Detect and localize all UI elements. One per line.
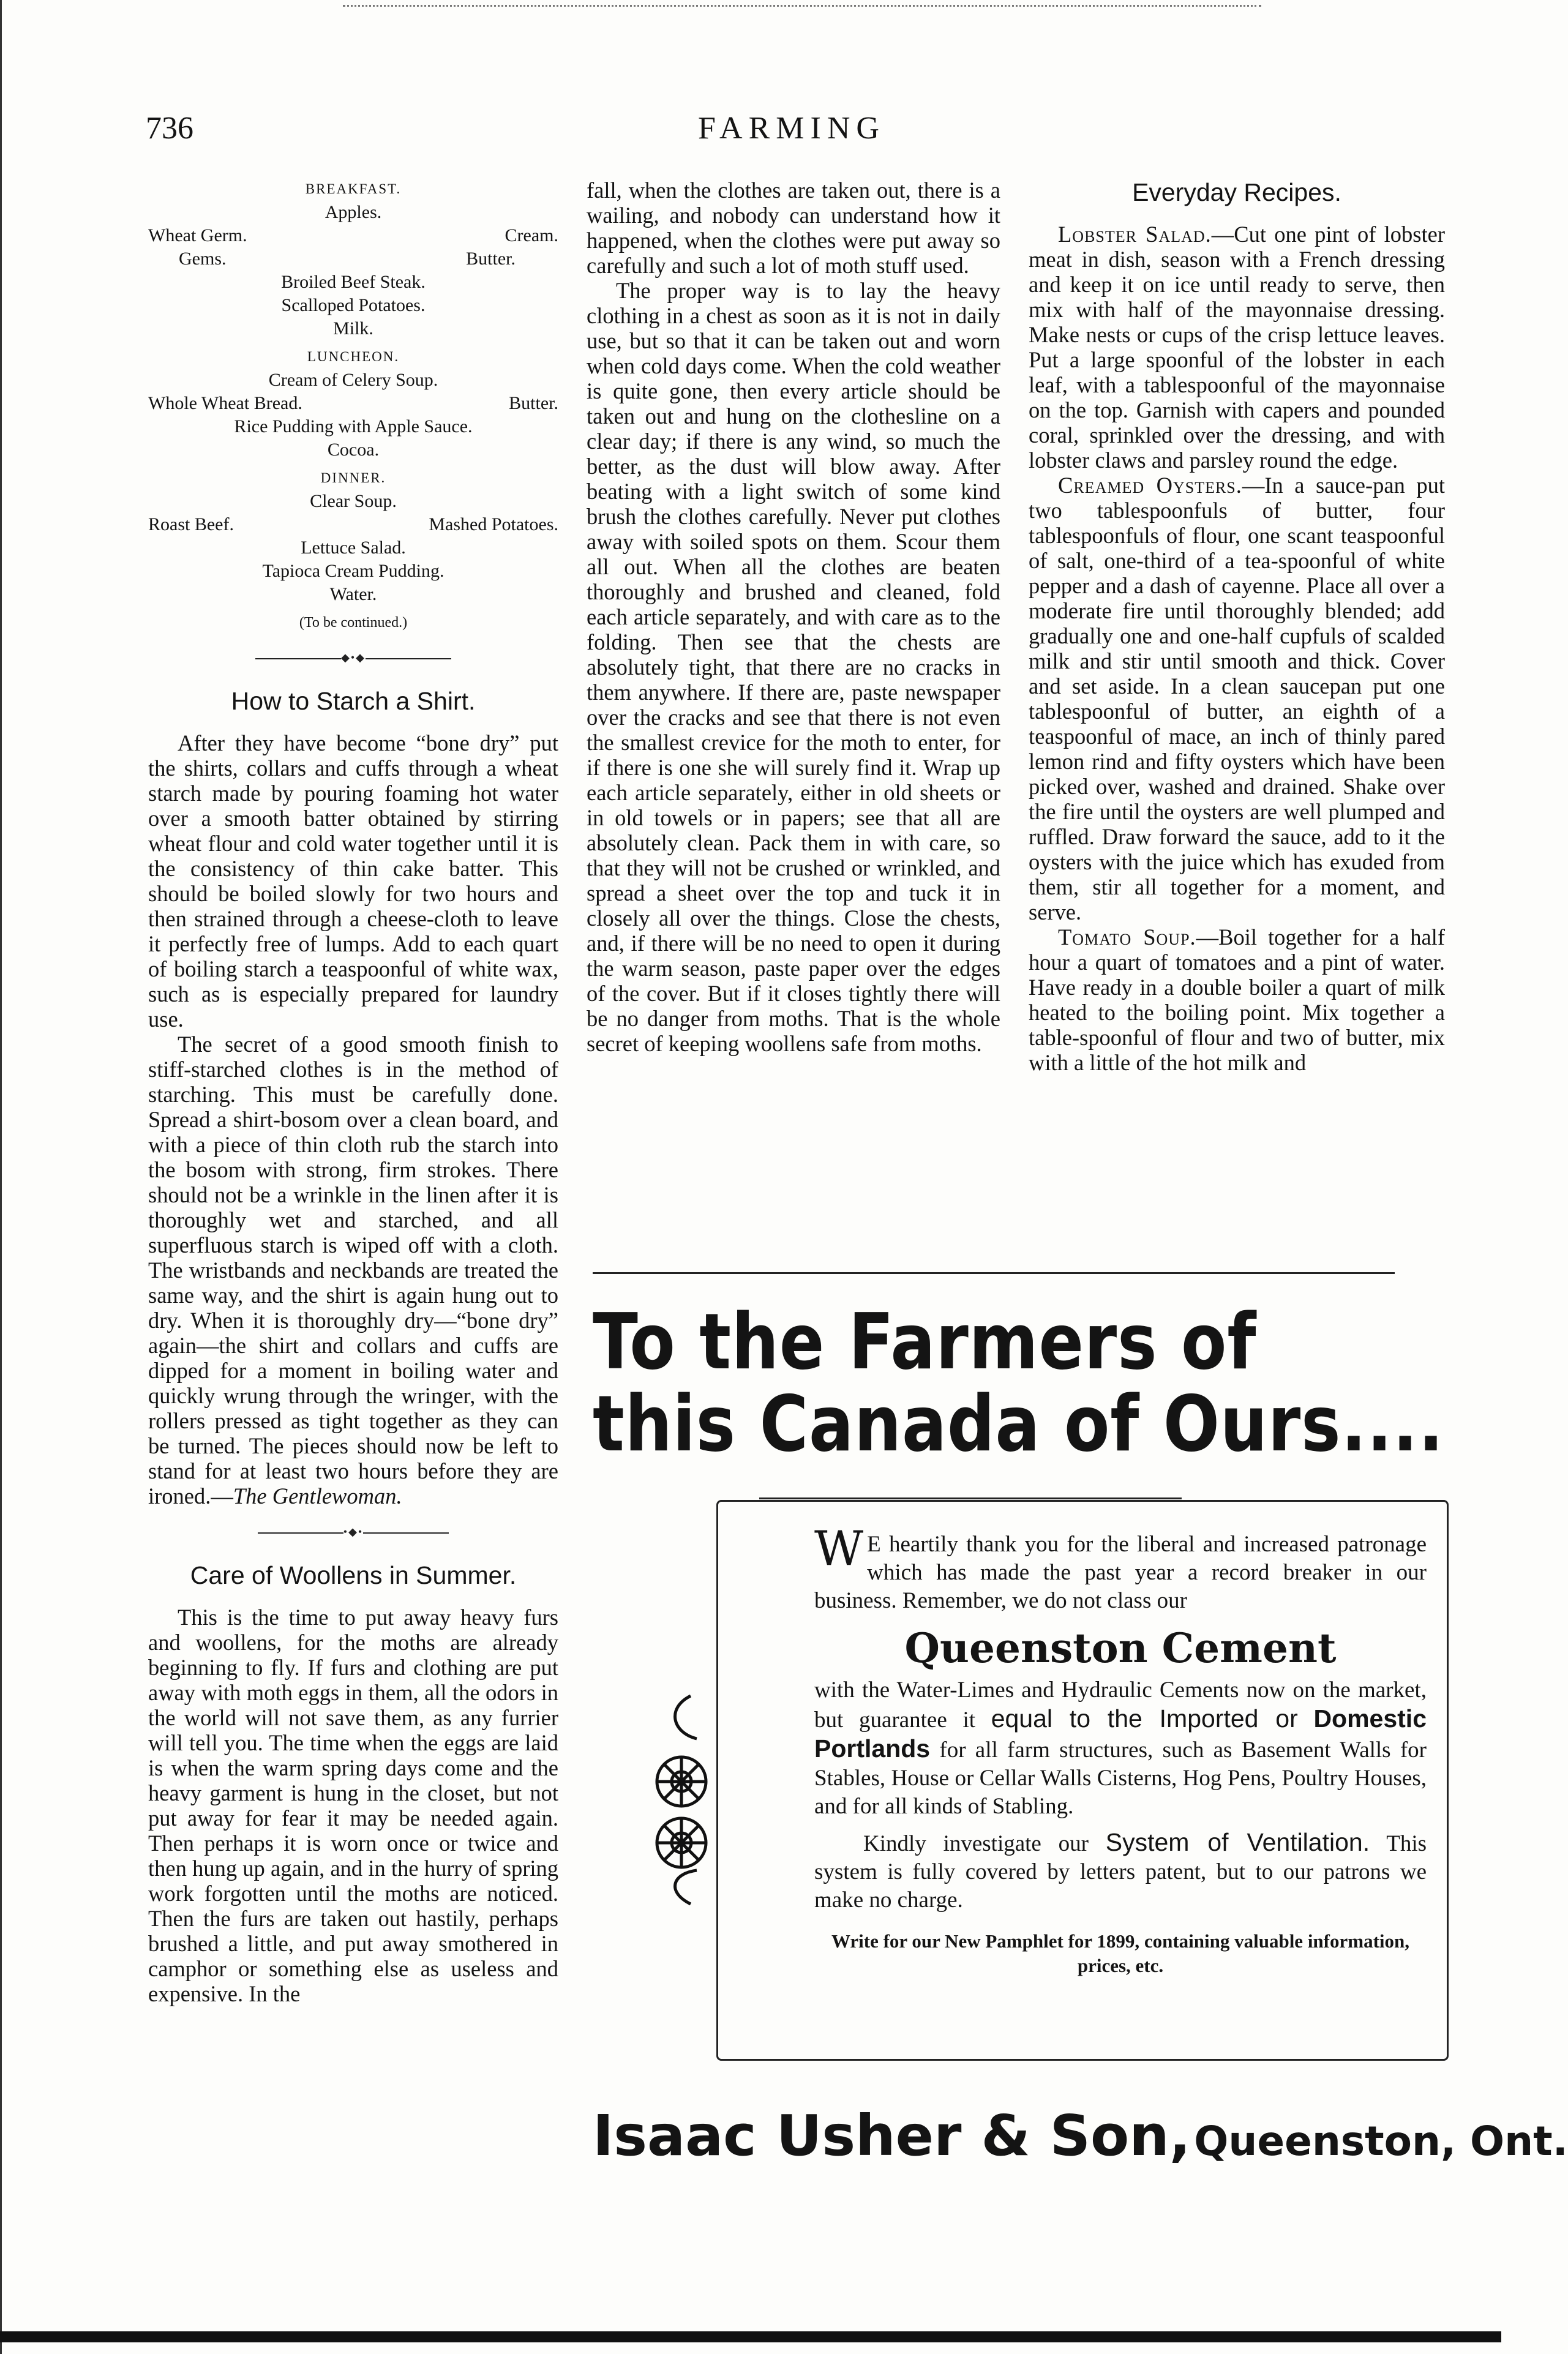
column-2 [587,178,1000,1056]
recipe-text: —Boil together for a half hour a quart of tomatoes and a pint of water. Have ready in a double boiler a quart of milk heated to the boiling point. Mix together a table-spoonful of flour and two of butter, mix with a little of the hot milk and [1029,924,1445,1075]
article-paragraph: The proper way is to lay the heavy clothing in a chest as soon as it is not in daily use, but so that it can be taken out and worn when cold days come. When the cold weather is quite gone, then every article should be taken out and hung on the clothesline on a clear day; if there is any wind, so much the better, as the dust will blow away. After beating with a light switch of some kind brush the clothes carefully. Never put clothes away with soiled spots on them. Scour them all out. When all the clothes are beaten thoroughly and brushed and cleaned, fold each article separately, and with care as to the folding. Then see that the chests are absolutely tight, that there are no cracks in them anywhere. If there are, paste newspaper over the cracks and see that there is not even the smallest crevice for the moth to enter, for if there is one she will surely find it. Wrap up each article separately, either in old sheets or in old towels or in papers; see that all are absolutely clean. Pack them in with care, so that they will not be crushed or wrinkled, and spread a sheet over the top and tuck it in closely all over the things. Close the chests, and, if there will be no need to open it during the warm season, paste paper over the edges of the cover. But if it closes tightly there will be no danger from moths. That is the whole secret of keeping woollens safe from moths. [587,278,1000,1056]
ad-headline-line: To the Farmers of [593,1297,1257,1387]
source-credit: The Gentlewoman. [233,1483,402,1509]
menu-item: Wheat Germ. [148,225,247,246]
article-paragraph: After they have become “bone dry” put the shirts, collars and cuffs through a wheat starch made by pouring foaming hot water over a smooth batter obtained by stirring wheat flour and cold water together until it is the consistency of thin cake batter. This should be boiled slowly for two hours and then strained through a cheese-cloth to leave it perfectly free of lumps. Add to each quart of boiling starch a teaspoonful of white wax, such as is especially prepared for laundry use. [148,730,558,1032]
ad-intro [814,1521,1427,1615]
recipe-name: Creamed Oysters. [1058,473,1242,498]
advertisement-top-rule [593,1272,1395,1274]
page-number: 736 [146,111,193,146]
ad-highlight: System of Ventilation. [1105,1828,1370,1856]
floral-ornament-icon [648,1690,715,1910]
section-divider: •◆• [148,1520,558,1545]
article-paragraph: This is the time to put away heavy furs and woollens, for the moths are already beginning to fly. If furs and clothing are put away with moth eggs in them, all the odors in the world will not save them, as any furrier will tell you. The time when the eggs are laid is when the warm spring days come and the heavy garment is hung in the closet, but not put away for fear it may be needed again. Then perhaps it is worn once or twice and then hung up again, and in the hurry of spring work forgotten until the moths are noticed. Then the furs are taken out hastily, perhaps brushed a little, and put away smothered in camphor or something else as useless and expensive. In the [148,1605,558,2006]
menu-item: Cream of Celery Soup. [268,370,438,390]
column-1 [148,178,558,2006]
article-title-recipes: Everyday Recipes. [1132,178,1341,206]
menu-row [148,392,558,415]
recipe-text: —Cut one pint of lobster meat in dish, season with a French dressing and keep it on ice until ready to serve, then mix with half of the mayonnaise dressing. Make nests or cups of the crisp lettuce leaves. Put a large spoonful of the lobster in each leaf, with a tablespoonful of the mayonnaise on the top. Garnish with capers and pounded coral, sprinkled over the dressing, and with lobster claws and parsley round the edge. [1029,222,1445,473]
menu-item: Scalloped Potatoes. [281,295,426,315]
pamphlet-offer: Write for our New Pamphlet for 1899, containing valuable information, prices, etc. [831,1930,1410,1976]
menu-item: Butter. [466,249,516,269]
menu-row [148,247,558,271]
menu-item: Broiled Beef Steak. [281,272,426,292]
ad-paragraph [814,1828,1427,1914]
recipe-paragraph [1029,222,1445,473]
column-3 [1029,178,1445,1075]
ad-headline-line: this Canada of Ours.... [593,1379,1444,1469]
recipe-paragraph [1029,473,1445,924]
advertiser-signature [593,2103,1568,2168]
ad-highlight: Domestic Portlands [814,1704,1427,1763]
article-title-starch: How to Starch a Shirt. [231,687,476,715]
paragraph-text: The secret of a good smooth finish to stiff-starched clothes is in the method of starching. This must be carefully done. Spread a shirt-bosom over a clean board, and with a piece of thin cloth rub the starch into the bosom with strong, firm strokes. There should not be a wrinkle in the linen after it is thoroughly wet and starched, and all superfluous starch is wiped off with a cloth. The wristbands and neckbands are treated the same way, and the shirt is again hung out to dry. When it is thoroughly dry—“bone dry” again—the shirt and collars and cuffs are dipped for a moment in boiling water and quickly wrung through the wringer, with the rollers pressed as tight together as they can be turned. The pieces should now be left to stand for at least two hours before they are ironed.— [148,1032,558,1509]
menu-item: Milk. [333,318,373,339]
menu-heading-luncheon: LUNCHEON. [307,349,400,364]
brand-name: Queenston Cement [904,1624,1337,1672]
menu-item: Clear Soup. [310,491,397,511]
ad-text: E heartily thank you for the liberal and increased patronage which has made the past year a record breaker in our business. Remember, we do not class our [814,1532,1427,1613]
ad-box-top-rule [759,1497,1182,1499]
ad-text: This system is fully covered by letters patent, but to our patrons we make no charge. [814,1831,1427,1913]
recipe-paragraph [1029,924,1445,1075]
menu-item: Gems. [179,249,227,269]
menu-item: Butter. [509,393,558,413]
menu-heading-breakfast: BREAKFAST. [305,181,402,197]
menu-item: Cocoa. [327,440,380,460]
menu-item: Tapioca Cream Pudding. [262,561,445,581]
firm-name: Isaac Usher & Son, [593,2103,1191,2168]
bill-of-fare [148,178,558,634]
menu-item: Lettuce Salad. [301,538,406,558]
page-bottom-rule [0,2331,1501,2342]
recipe-text: —In a sauce-pan put two tablespoonfuls of butter, four tablespoonfuls of flour, one scant teaspoonful of salt, one-third of a tea-spoonful of white pepper and a dash of cayenne. Place all over a moderate fire until thoroughly blended; add gradually one and one-half cupfuls of scalded milk and stir until smooth and thick. Cover and set aside. In a clean saucepan put one tablespoonful of butter, an eighth of a teaspoonful of mace, an inch of thinly pared lemon rind and fifty oysters which have been picked over, washed and drained. Shake over the fire until the oysters are well plumped and ruffled. Draw forward the sauce, add to it the oysters with the juice which has exuded from them, stir all together for a moment, and serve. [1029,473,1445,924]
ad-highlight: equal to the Imported or [991,1704,1298,1733]
menu-item: Water. [329,584,377,604]
ad-text: with the Water-Limes and Hydraulic Cements now on the market, but guarantee it [814,1677,1427,1733]
menu-heading-dinner: DINNER. [320,470,386,485]
menu-item: Apples. [324,202,382,222]
menu-item: Roast Beef. [148,514,234,534]
article-title-woollens: Care of Woollens in Summer. [190,1561,517,1589]
menu-item: Rice Pudding with Apple Sauce. [234,416,473,437]
ad-paragraph [814,1676,1427,1821]
menu-item: Mashed Potatoes. [429,514,558,534]
ad-body [814,1521,1427,1978]
page-left-edge [0,0,5,2354]
continued-note: (To be continued.) [299,615,408,631]
drop-cap: W [814,1521,864,1576]
menu-item: Whole Wheat Bread. [148,393,302,413]
ad-headline [593,1297,1444,1469]
article-paragraph [148,1032,558,1509]
article-paragraph: fall, when the clothes are taken out, there is a wailing, and nobody can understand how it happened, when the clothes were put away so carefully and such a lot of moth stuff used. [587,178,1000,278]
ad-text: Kindly investigate our [863,1831,1106,1856]
menu-item: Cream. [505,225,558,246]
recipe-name: Tomato Soup. [1058,924,1196,950]
running-title: FARMING [698,111,885,146]
ad-text: for all farm structures, such as Basement Walls for Stables, House or Cellar Walls Cisterns, Hog Pens, Poultry Houses, and for all kinds of Stabling. [814,1737,1427,1819]
menu-row [148,513,558,536]
menu-row [148,224,558,247]
firm-location: Queenston, Ont. [1194,2118,1568,2165]
recipe-name: Lobster Salad. [1058,222,1212,247]
section-divider: ◆•◆ [148,645,558,670]
top-margin-specks [343,5,1261,9]
